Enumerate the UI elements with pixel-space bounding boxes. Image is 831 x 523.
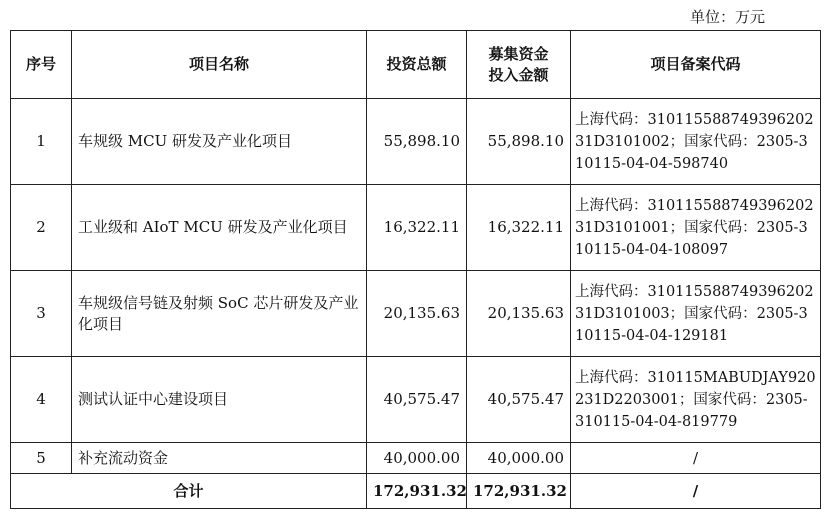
row-raised: 16,322.11: [467, 185, 571, 271]
row-code: 上海代码：31011558874939620231D3101002；国家代码：2305-310115-04-04-598740: [571, 99, 821, 185]
table-row: [11, 185, 821, 271]
total-amount: 172,931.32: [367, 474, 467, 509]
total-row: [11, 474, 821, 509]
row-raised: 55,898.10: [467, 99, 571, 185]
row-name: 补充流动资金: [72, 443, 367, 474]
header-row: [11, 31, 821, 99]
row-code: /: [571, 443, 821, 474]
row-raised: 40,000.00: [467, 443, 571, 474]
header-raised-line2: 投入金额: [488, 65, 549, 84]
header-name: 项目名称: [72, 31, 367, 99]
total-label: 合计: [11, 474, 367, 509]
table-row: [11, 443, 821, 474]
row-total: 16,322.11: [367, 185, 467, 271]
header-index: 序号: [11, 31, 72, 99]
header-raised: [467, 31, 571, 99]
row-index: 2: [11, 185, 72, 271]
row-name: 工业级和 AIoT MCU 研发及产业化项目: [72, 185, 367, 271]
row-index: 3: [11, 271, 72, 357]
row-name: 测试认证中心建设项目: [72, 357, 367, 443]
total-code: /: [571, 474, 821, 509]
row-code: 上海代码：31011558874939620231D3101001；国家代码：2305-310115-04-04-108097: [571, 185, 821, 271]
row-total: 55,898.10: [367, 99, 467, 185]
row-name: 车规级信号链及射频 SoC 芯片研发及产业化项目: [72, 271, 367, 357]
unit-label: 单位：万元: [689, 8, 765, 26]
row-name: 车规级 MCU 研发及产业化项目: [72, 99, 367, 185]
row-total: 40,575.47: [367, 357, 467, 443]
row-total: 40,000.00: [367, 443, 467, 474]
table-row: [11, 357, 821, 443]
row-index: 5: [11, 443, 72, 474]
total-raised: 172,931.32: [467, 474, 571, 509]
row-code: 上海代码：31011558874939620231D3101003；国家代码：2305-310115-04-04-129181: [571, 271, 821, 357]
table-row: [11, 271, 821, 357]
header-raised-line1: 募集资金: [488, 44, 549, 63]
row-code: 上海代码：310115MABUDJAY920231D2203001；国家代码：2305-310115-04-04-819779: [571, 357, 821, 443]
row-raised: 20,135.63: [467, 271, 571, 357]
row-index: 1: [11, 99, 72, 185]
row-total: 20,135.63: [367, 271, 467, 357]
table-row: [11, 99, 821, 185]
header-code: 项目备案代码: [571, 31, 821, 99]
project-table: [10, 30, 821, 509]
header-total: 投资总额: [367, 31, 467, 99]
row-raised: 40,575.47: [467, 357, 571, 443]
row-index: 4: [11, 357, 72, 443]
